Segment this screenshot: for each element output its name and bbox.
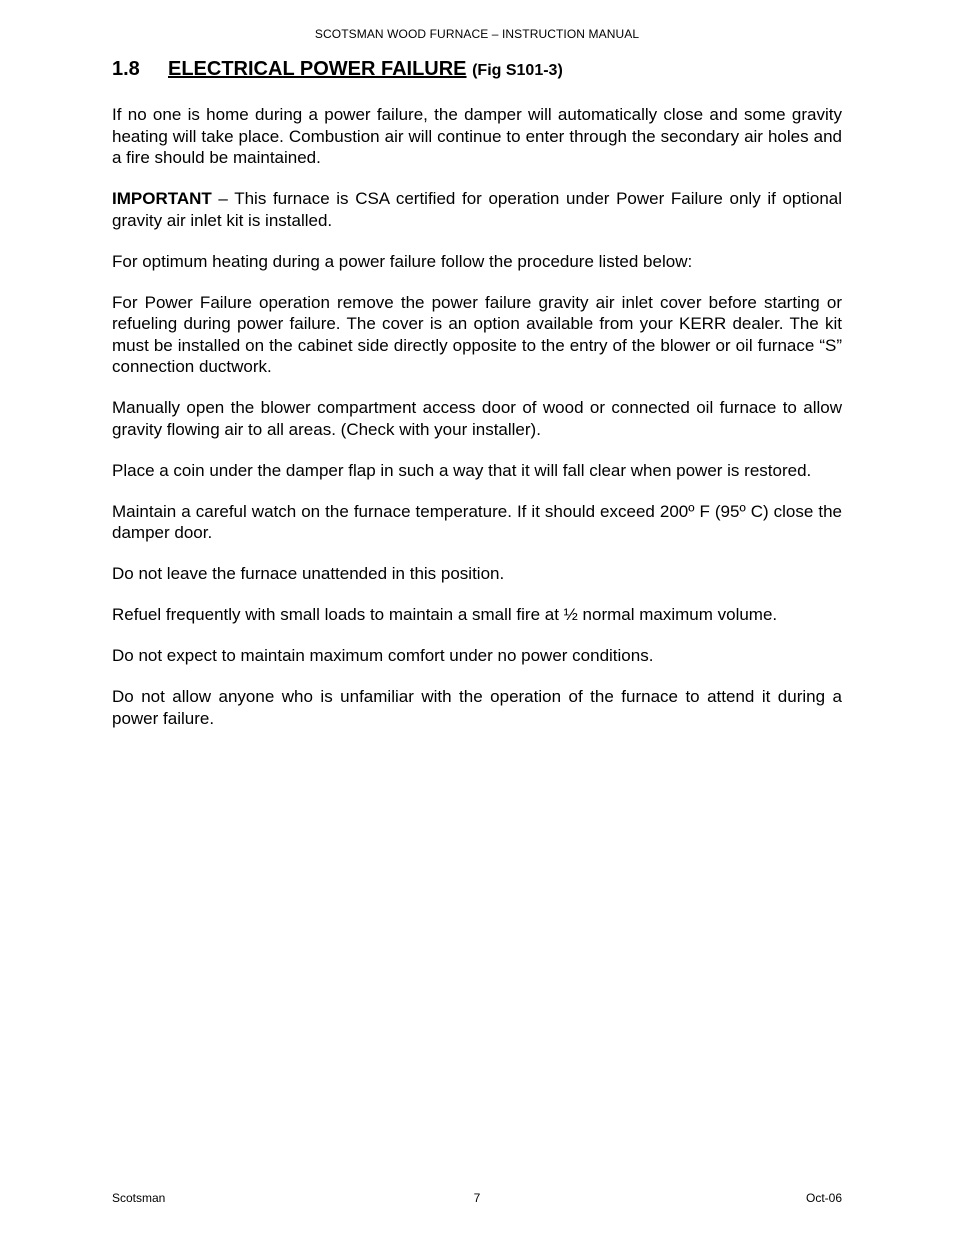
running-header: SCOTSMAN WOOD FURNACE – INSTRUCTION MANUAL [314,27,640,41]
section-title: ELECTRICAL POWER FAILURE [168,58,467,80]
paragraph-temperature-watch: Maintain a careful watch on the furnace temperature. If it should exceed 200º F (95º C) close the damper door. [112,501,842,542]
footer-date: Oct-06 [805,1191,842,1205]
paragraph-unattended: Do not leave the furnace unattended in this position. [112,564,505,583]
paragraph-access-door: Manually open the blower compartment access door of wood or connected oil furnace to allow gravity flowing air to all areas. (Check with your installer). [112,398,842,439]
paragraph-important-notice [112,188,842,231]
section-heading [112,56,842,84]
footer-page-number: 7 [473,1191,481,1205]
important-label: IMPORTANT [112,189,212,208]
paragraph-damper-coin: Place a coin under the damper flap in such a way that it will fall clear when power is restored. [112,460,812,480]
footer-brand: Scotsman [112,1191,166,1205]
figure-reference: (Fig S101-3) [472,62,563,79]
page-content [112,56,842,749]
paragraph-unfamiliar-users: Do not allow anyone who is unfamiliar with the operation of the furnace to attend it during a power failure. [112,687,842,728]
paragraph-power-failure-intro: If no one is home during a power failure, the damper will automatically close and some gravity heating will take place. Combustion air will continue to enter through the secondary air holes and a fire should be maintained. [112,105,842,167]
important-text: – This furnace is CSA certified for operation under Power Failure only if optional gravity air inlet kit is installed. [112,189,842,230]
paragraph-refuel: Refuel frequently with small loads to maintain a small fire at ½ normal maximum volume. [112,605,778,624]
paragraph-inlet-cover: For Power Failure operation remove the power failure gravity air inlet cover before starting or refueling during power failure. The cover is an option available from your KERR dealer. The kit must be installed on the cabinet side directly opposite to the entry of the blower or oil furnace “S” connection ductwork. [112,292,842,376]
paragraph-procedure-intro: For optimum heating during a power failure follow the procedure listed below: [112,251,693,271]
paragraph-comfort: Do not expect to maintain maximum comfort under no power conditions. [112,646,654,665]
section-number: 1.8 [112,58,140,80]
